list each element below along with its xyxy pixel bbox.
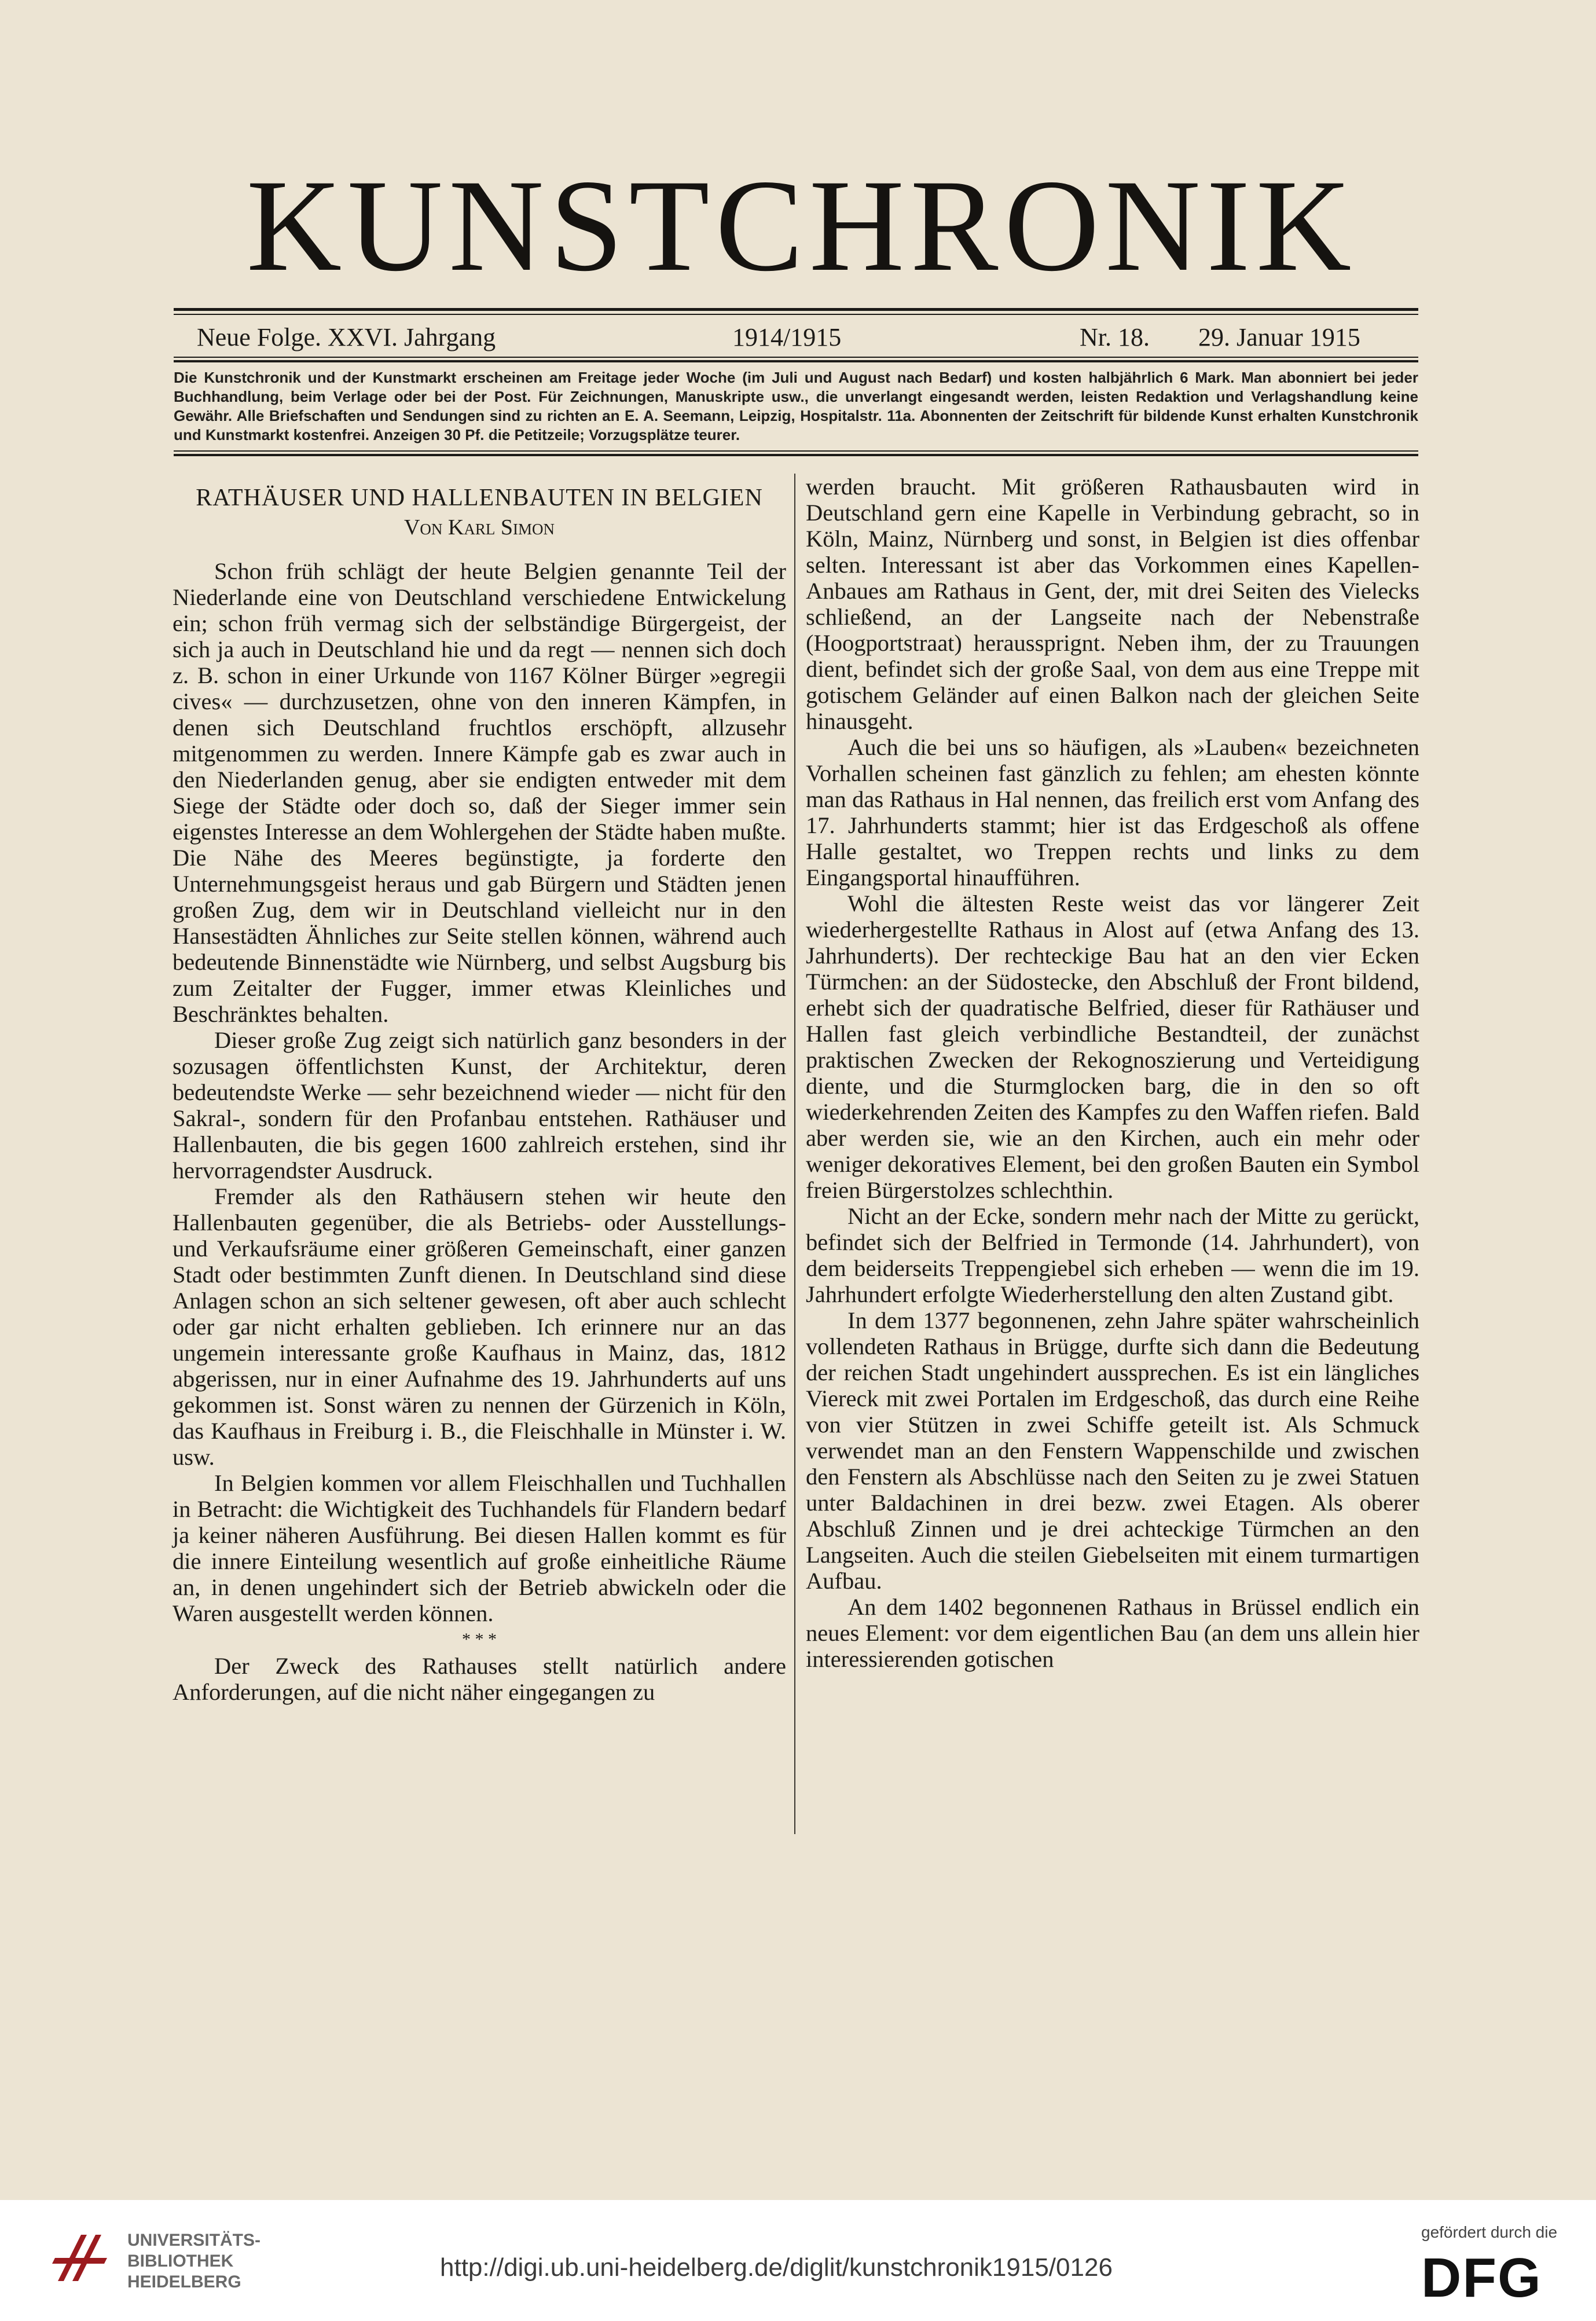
paragraph: In dem 1377 begonnenen, zehn Jahre später wahrscheinlich vollendeten Rathaus in Brügge, durfte sich dann die Bedeutung der reichen Stadt ungehindert aussprechen. Es ist ein längliches Viereck mit zwei Portalen im Erdgeschoß, das durch eine Reihe von vier Stützen in zwei Schiffe geteilt ist. Als Schmuck verwendet man an den Fenstern Wappenschilde und zwischen den Fenstern als Abschlüsse nach den Seiten zu je zwei Statuen unter Baldachinen in drei bezw. zwei Etagen. Als oberer Abschluß Zinnen und je drei achteckige Türmchen an den Langseiten. Auch die steilen Giebelseiten mit einem turmartigen Aufbau.: [806, 1307, 1419, 1594]
article-byline: Von Karl Simon: [403, 515, 555, 540]
issue-date: 29. Januar 1915: [1198, 323, 1360, 351]
issue-number: Nr. 18.: [1080, 323, 1150, 351]
issue-years: 1914/1915: [732, 323, 842, 351]
paragraph: Der Zweck des Rathauses stellt natürlich andere Anforderungen, auf die nicht näher eingegangen zu: [173, 1653, 786, 1705]
library-name-line: BIBLIOTHEK: [127, 2252, 234, 2271]
library-name: [127, 2230, 261, 2293]
paragraph: Wohl die ältesten Reste weist das vor längerer Zeit wiederhergestellte Rathaus in Alost auf (etwa Anfang des 13. Jahrhunderts). Der rechteckige Bau hat an den vier Ecken Türmchen: an der Südostecke, den Abschluß der Front bildend, erhebt sich der quadratische Belfried, dieser für Rathäuser und Hallen fast gleich verbindliche Bestandteil, der zunächst praktischen Zwecken der Rekognoszierung und Verteidigung diente, und die Sturmglocken barg, die in den so oft wiederkehrenden Zeiten des Kampfes zu den Waffen riefen. Bald aber werden sie, wie an den Kirchen, auch ein mehr oder weniger dekoratives Element, bei den großen Bauten ein Symbol freien Bürgerstolzes schlechthin.: [806, 890, 1419, 1203]
rule-top-thick: [174, 308, 1418, 311]
dfg-logo: DFG: [1421, 2247, 1542, 2309]
digitization-footer: [0, 2200, 1596, 2321]
paragraph: Schon früh schlägt der heute Belgien genannte Teil der Niederlande eine von Deutschland verschiedene Entwickelung ein; schon früh vermag sich der selbständige Bürgergeist, der sich ja auch in Deutschland hie und da regt — nennen sich doch z. B. schon in einer Urkunde von 1167 Kölner Bürger »egregii cives« — durchzusetzen, ohne von den inneren Kämpfen, in denen sich Deutschland fruchtlos erschöpft, allzusehr mitgenommen zu werden. Innere Kämpfe gab es zwar auch in den Niederlanden genug, aber sie endigten entweder mit dem Siege der Städte oder doch so, daß der Sieger immer sein eigenstes Interesse an dem Wohlergehen der Städte haben mußte. Die Nähe des Meeres begünstigte, ja forderte den Unternehmungsgeist heraus und gab Bürgern und Städten jenen großen Zug, dem wir in Deutschland vielleicht nur in den Hansestädten Ähnliches zur Seite stellen können, während auch bedeutende Binnenstädte wie Nürnberg, und selbst Augsburg bis zum Zeitalter der Fugger, immer etwas Kleinliches und Beschränktes behalten.: [173, 558, 786, 1027]
masthead-title: KUNSTCHRONIK: [246, 153, 1357, 299]
issue-series: Neue Folge. XXVI. Jahrgang: [197, 323, 496, 351]
subscription-notice: Die Kunstchronik und der Kunstmarkt erscheinen am Freitage jeder Woche (im Juli und August nach Bedarf) und kosten halbjährlich 6 Mark. Man abonniert bei jeder Buchhandlung, beim Verlage oder bei der Post. Für Zeichnungen, Manuskripte usw., die unverlangt eingesandt werden, leisten Redaktion und Verlagshandlung keine Gewähr. Alle Briefschaften und Sendungen sind zu richten an E. A. Seemann, Leipzig, Hospitalstr. 11a. Abonnenten der Zeitschrift für bildende Kunst erhalten Kunstchronik und Kunstmarkt kostenfrei. Anzeigen 30 Pf. die Petitzeile; Vorzugsplätze teurer.: [174, 369, 1418, 443]
rule-top-thin: [174, 314, 1418, 315]
issue-line: [191, 317, 1407, 358]
article-column-left: [173, 474, 786, 1705]
paragraph: An dem 1402 begonnenen Rathaus in Brüssel endlich ein neues Element: vor dem eigentlichen Bau (an dem uns allein hier interessierenden gotischen: [806, 1594, 1419, 1672]
permalink-url[interactable]: http://digi.ub.uni-heidelberg.de/diglit/kunstchronik1915/0126: [440, 2253, 1113, 2282]
article-title: RATHÄUSER UND HALLENBAUTEN IN BELGIEN: [196, 485, 763, 511]
paragraph: Auch die bei uns so häufigen, als »Lauben« bezeichneten Vorhallen scheinen fast gänzlich zu fehlen; am ehesten könnte man das Rathaus in Hal nennen, das freilich erst vom Anfang des 17. Jahrhunderts stammt; hier ist das Erdgeschoß als offene Halle gestaltet, wo Treppen rechts und links zu dem Eingangsportal hinaufführen.: [806, 734, 1419, 890]
paragraph: werden braucht. Mit größeren Rathausbauten wird in Deutschland gern eine Kapelle in Verbindung gebracht, so in Köln, Mainz, Nürnberg und sonst, in Belgien ist dies offenbar selten. Interessant ist aber das Vorkommen eines Kapellen-Anbaues am Rathaus in Gent, der, mit drei Seiten des Vielecks schließend, an der Langseite nach der Nebenstraße (Hoogportstraat) heraussprignt. Neben ihm, der zu Trauungen dient, befindet sich der große Saal, von dem aus eine Treppe mit gotischem Geländer auf einen Balkon nach der gleichen Seite hinausgeht.: [806, 474, 1419, 734]
library-name-line: HEIDELBERG: [127, 2272, 241, 2291]
funding-note: gefördert durch die: [1421, 2223, 1558, 2241]
paragraph: Fremder als den Rathäusern stehen wir heute den Hallenbauten gegenüber, die als Betriebs- oder Ausstellungs- und Verkaufsräume einer größeren Gemeinschaft, einer ganzen Stadt oder bestimmten Zunft dienen. In Deutschland sind diese Anlagen schon an sich seltener gewesen, oft aber auch schlecht oder gar nicht erhalten geblieben. Ich erinnere nur an das ungemein interessante große Kaufhaus in Mainz, das, 1812 abgerissen, nur in einer Aufnahme des 19. Jahrhunderts auf uns gekommen ist. Sonst wären zu nennen der Gürzenich in Köln, das Kaufhaus in Freiburg i. B., die Fleischhalle in Münster i. W. usw.: [173, 1183, 786, 1470]
rule-issue-thin: [174, 357, 1418, 358]
paragraph: In Belgien kommen vor allem Fleischhallen und Tuchhallen in Betracht: die Wichtigkeit des Tuchhandels für Flandern bedarf ja keiner näheren Ausführung. Bei diesen Hallen kommt es für die innere Einteilung wesentlich auf große einheitliche Räume an, in denen ungehindert sich der Betrieb abwickeln oder die Waren ausgestellt werden können.: [173, 1470, 786, 1626]
article-column-right: [806, 474, 1419, 1672]
rule-notice-thick: [174, 454, 1418, 456]
library-logo-icon: [46, 2223, 116, 2293]
column-divider: [794, 474, 795, 1834]
paragraph: Dieser große Zug zeigt sich natürlich ganz besonders in der sozusagen öffentlichsten Kunst, der Architektur, deren bedeutendste Werke — sehr bezeichnend wieder — nicht für den Sakral-, sondern für den Profanbau entstehen. Rathäuser und Hallenbauten, die bis gegen 1600 zahlreich erstehen, sind ihr hervorragendster Ausdruck.: [173, 1027, 786, 1183]
rule-issue-thick: [174, 360, 1418, 362]
paragraph: Nicht an der Ecke, sondern mehr nach der Mitte zu gerückt, befindet sich der Belfried in Termonde (14. Jahrhundert), von dem beiderseits Treppengiebel sich erheben — wenn die im 19. Jahrhundert erfolgte Wiederherstellung den alten Zustand gibt.: [806, 1203, 1419, 1307]
rule-notice-thin: [174, 450, 1418, 452]
asterism: * * *: [462, 1630, 497, 1649]
library-name-line: UNIVERSITÄTS-: [127, 2231, 261, 2250]
